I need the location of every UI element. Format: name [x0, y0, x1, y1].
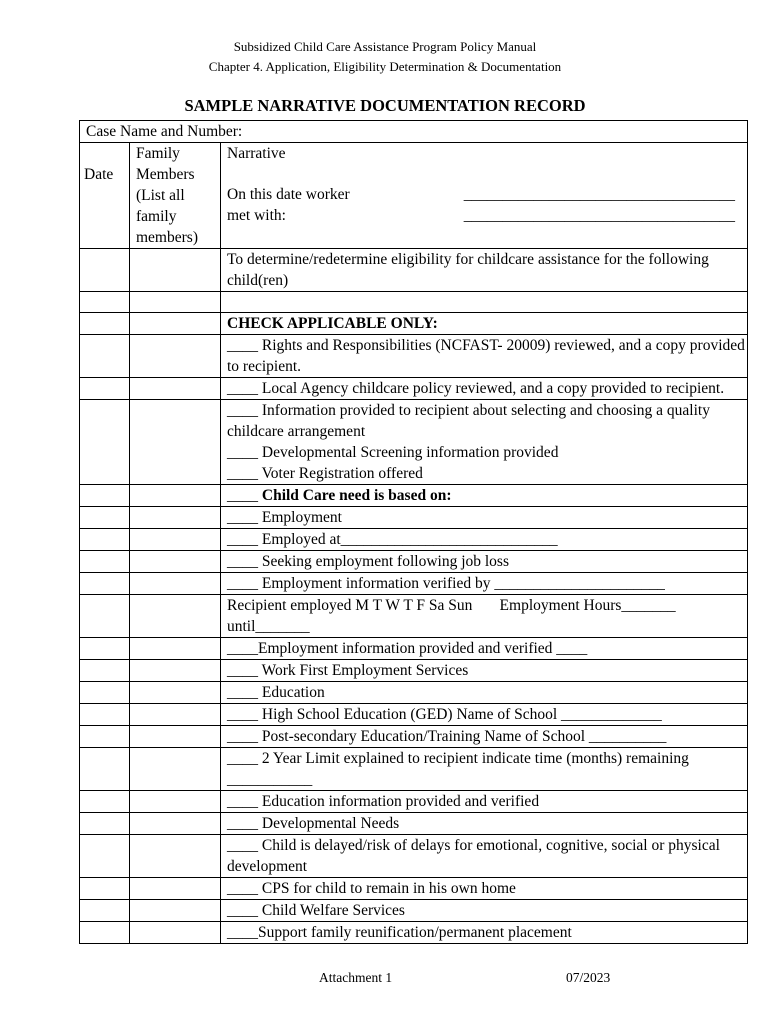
determine-text: To determine/redetermine eligibility for childcare assistance for the following child(ren)	[221, 249, 748, 292]
list-item: ____ Developmental Needs	[221, 813, 748, 835]
table-row	[80, 704, 748, 726]
documentation-table	[79, 120, 748, 944]
family-header-line: family	[136, 208, 177, 225]
date-cell	[80, 249, 130, 292]
list-item: ____ Employment	[221, 507, 748, 529]
footer-date: 07/2023	[566, 970, 611, 985]
met-with-blank: ___________________________________	[463, 207, 735, 224]
header-manual-title: Subsidized Child Care Assistance Program Policy Manual	[233, 39, 537, 54]
family-cell	[130, 682, 221, 704]
table-row	[80, 922, 748, 944]
date-header: Date	[84, 166, 114, 183]
list-item: ____ Local Agency childcare policy reviewed, and a copy provided to recipient.	[221, 378, 748, 400]
table-row	[80, 485, 748, 507]
case-label: Case Name and Number:	[80, 121, 748, 143]
page-title: SAMPLE NARRATIVE DOCUMENTATION RECORD	[184, 96, 586, 115]
family-header-cell	[130, 143, 221, 249]
date-cell	[80, 573, 130, 595]
date-cell	[80, 485, 130, 507]
family-cell	[130, 249, 221, 292]
date-cell	[80, 638, 130, 660]
list-item: ____Support family reunification/permanent placement	[221, 922, 748, 944]
table-row	[80, 638, 748, 660]
met-with-blank: ___________________________________	[463, 186, 735, 203]
family-cell	[130, 551, 221, 573]
family-cell	[130, 922, 221, 944]
table-row	[80, 529, 748, 551]
date-cell	[80, 551, 130, 573]
list-item: Recipient employed M T W T F Sa Sun Employment Hours_______ until_______	[221, 595, 748, 638]
family-cell	[130, 529, 221, 551]
table-row	[80, 378, 748, 400]
table-row	[80, 900, 748, 922]
date-cell	[80, 791, 130, 813]
table-row	[80, 791, 748, 813]
met-with-line: On this date worker	[227, 186, 350, 203]
family-cell	[130, 638, 221, 660]
table-row	[80, 878, 748, 900]
list-item: ____ Education	[221, 682, 748, 704]
family-header-line: (List all	[136, 187, 185, 204]
list-item: ____ Seeking employment following job loss	[221, 551, 748, 573]
table-row	[80, 507, 748, 529]
header-chapter: Chapter 4. Application, Eligibility Determination & Documentation	[208, 59, 562, 74]
family-cell	[130, 292, 221, 313]
date-cell	[80, 595, 130, 638]
family-cell	[130, 485, 221, 507]
date-cell	[80, 813, 130, 835]
table-row	[80, 335, 748, 378]
date-cell	[80, 922, 130, 944]
date-cell	[80, 335, 130, 378]
date-cell	[80, 900, 130, 922]
table-row	[80, 835, 748, 878]
date-header-cell	[80, 143, 130, 249]
list-item: ____ Work First Employment Services	[221, 660, 748, 682]
table-row	[80, 551, 748, 573]
date-cell	[80, 292, 130, 313]
date-cell	[80, 726, 130, 748]
list-item: ____Employment information provided and verified ____	[221, 638, 748, 660]
date-cell	[80, 682, 130, 704]
family-cell	[130, 400, 221, 485]
list-item: ____ High School Education (GED) Name of School _____________	[221, 704, 748, 726]
table-row	[80, 249, 748, 292]
case-row	[80, 121, 748, 143]
list-item	[221, 400, 748, 485]
table-row	[80, 573, 748, 595]
family-cell	[130, 748, 221, 791]
table-row	[80, 400, 748, 485]
table-row	[80, 313, 748, 335]
family-cell	[130, 878, 221, 900]
item-text: ____ Information provided to recipient about selecting and choosing a quality childcare arrangement	[227, 402, 710, 440]
date-cell	[80, 660, 130, 682]
date-cell	[80, 507, 130, 529]
need-heading: Child Care need is based on:	[261, 487, 452, 504]
family-cell	[130, 835, 221, 878]
family-cell	[130, 313, 221, 335]
family-cell	[130, 704, 221, 726]
table-row	[80, 813, 748, 835]
item-text: ____ Voter Registration offered	[227, 465, 423, 482]
date-cell	[80, 748, 130, 791]
item-text: ____ Developmental Screening information provided	[227, 444, 559, 461]
family-cell	[130, 378, 221, 400]
list-item: ____ CPS for child to remain in his own home	[221, 878, 748, 900]
narrative-header-cell	[221, 143, 748, 249]
family-cell	[130, 726, 221, 748]
narrative-cell	[221, 292, 748, 313]
list-item: ____ Post-secondary Education/Training Name of School __________	[221, 726, 748, 748]
list-item: ____ Rights and Responsibilities (NCFAST- 20009) reviewed, and a copy provided to recipient.	[221, 335, 748, 378]
family-cell	[130, 791, 221, 813]
table-row	[80, 292, 748, 313]
date-cell	[80, 704, 130, 726]
list-item: ____ Employment information verified by ______________________	[221, 573, 748, 595]
family-cell	[130, 813, 221, 835]
family-header-line: Members	[136, 166, 195, 183]
table-row	[80, 660, 748, 682]
date-cell	[80, 400, 130, 485]
item-blank: ____	[227, 487, 262, 504]
date-cell	[80, 313, 130, 335]
list-item: ____ Child Welfare Services	[221, 900, 748, 922]
narrative-header: Narrative	[227, 145, 286, 162]
family-header-line: Family	[136, 145, 180, 162]
list-item: ____ Education information provided and verified	[221, 791, 748, 813]
table-row	[80, 748, 748, 791]
family-cell	[130, 335, 221, 378]
family-cell	[130, 660, 221, 682]
date-cell	[80, 835, 130, 878]
family-cell	[130, 507, 221, 529]
header-row	[80, 143, 748, 249]
date-cell	[80, 529, 130, 551]
date-cell	[80, 878, 130, 900]
footer-attachment: Attachment 1	[319, 970, 393, 985]
check-heading: CHECK APPLICABLE ONLY:	[221, 313, 748, 335]
list-item	[221, 485, 748, 507]
list-item: ____ 2 Year Limit explained to recipient indicate time (months) remaining ___________	[221, 748, 748, 791]
table-row	[80, 682, 748, 704]
list-item: ____ Employed at____________________________	[221, 529, 748, 551]
date-cell	[80, 378, 130, 400]
met-with-line: met with:	[227, 207, 286, 224]
family-cell	[130, 573, 221, 595]
table-row	[80, 595, 748, 638]
family-cell	[130, 900, 221, 922]
table-row	[80, 726, 748, 748]
family-header-line: members)	[136, 229, 198, 246]
list-item: ____ Child is delayed/risk of delays for emotional, cognitive, social or physical development	[221, 835, 748, 878]
family-cell	[130, 595, 221, 638]
